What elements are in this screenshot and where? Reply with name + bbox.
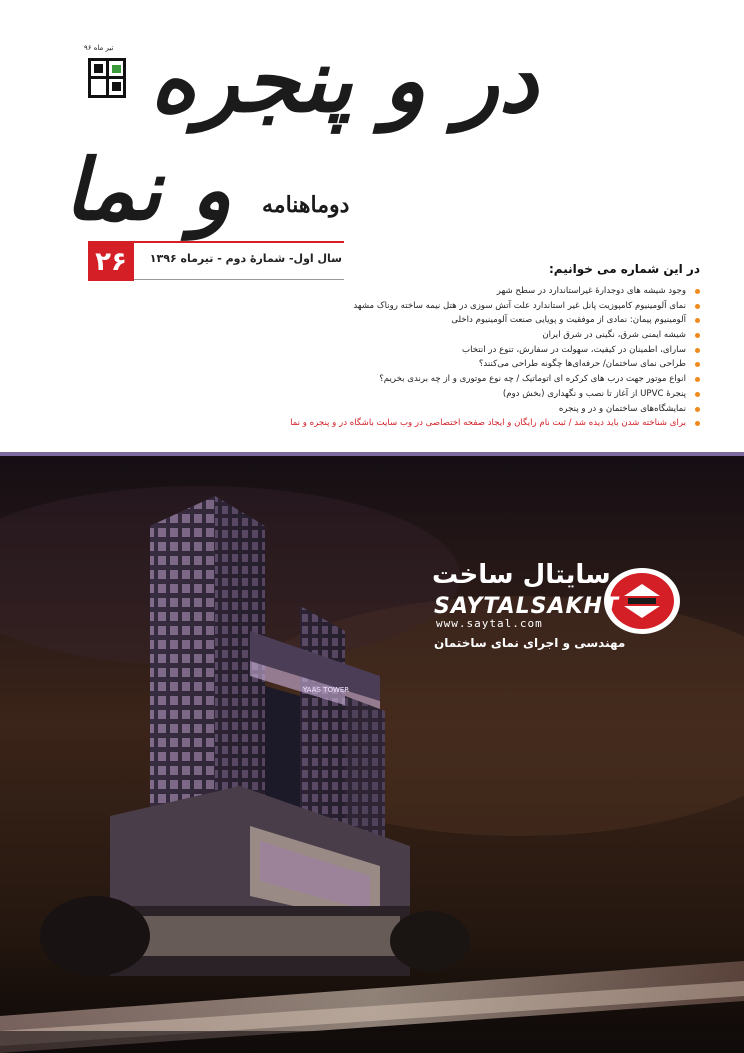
toc-item-highlight xyxy=(280,416,700,431)
toc-item-text: برای شناخته شدن باید دیده شد / ثبت نام رایگان و ایجاد صفحه اختصاصی در وب سایت باشگاه در و پنجره و نما xyxy=(290,418,686,429)
toc-item xyxy=(280,299,700,314)
window-logo-icon xyxy=(88,58,126,98)
toc-item xyxy=(280,372,700,387)
toc-item xyxy=(280,387,700,402)
issue-info: سال اول- شمارهٔ دوم - تیرماه ۱۳۹۶ xyxy=(149,252,342,265)
bullet-icon xyxy=(695,377,700,382)
brand-name-fa: سایتال ساخت xyxy=(432,560,611,590)
cover-photo xyxy=(0,456,744,1053)
magazine-title-line2: و نما xyxy=(64,140,232,239)
toc-item xyxy=(280,343,700,358)
toc-item-text: طراحی نمای ساختمان/ حرفه‌ای‌ها چگونه طراحی می‌کنند؟ xyxy=(478,359,686,370)
toc-item xyxy=(280,357,700,372)
bullet-icon xyxy=(695,362,700,367)
brand-tagline: مهندسی و اجرای نمای ساختمان xyxy=(434,636,626,650)
bullet-icon xyxy=(695,407,700,412)
toc-item-text: انواع موتور جهت درب های کرکره ای اتوماتیک / چه نوع موتوری و از چه برندی بخریم؟ xyxy=(379,374,686,385)
magazine-frequency: دوماهنامه xyxy=(262,192,350,218)
bullet-icon xyxy=(695,289,700,294)
bullet-icon xyxy=(695,304,700,309)
toc-item-text: شیشه ایمنی شرق، نگینی در شرق ایران xyxy=(542,330,686,341)
toc-item-text: پنجرهٔ UPVC از آغاز تا نصب و نگهداری (بخش دوم) xyxy=(502,388,686,399)
issue-underline xyxy=(134,279,344,280)
bullet-icon xyxy=(695,421,700,426)
toc-item xyxy=(280,284,700,299)
toc-item-text: آلومینیوم پیمان: نمادی از موفقیت و پویایی صنعت آلومینیوم داخلی xyxy=(451,315,686,326)
brand-url: www.saytal.com xyxy=(436,617,543,630)
brand-name-en: SAYTALSAKHT xyxy=(434,594,619,619)
tower-illustration xyxy=(0,456,744,1053)
toc-item-text: وجود شیشه های دوجدارهٔ غیراستاندارد در سطح شهر xyxy=(496,286,686,296)
bullet-icon xyxy=(695,392,700,397)
toc-item-text: سارای، اطمینان در کیفیت، سهولت در سفارش، تنوع در انتخاب xyxy=(462,344,686,355)
bullet-icon xyxy=(695,318,700,323)
bullet-icon xyxy=(695,348,700,353)
toc-item-text: نمای آلومینیوم کامپوزیت پانل غیر استاندارد علت آتش سوزی در هتل نیمه ساخته روناک مشهد xyxy=(353,300,686,311)
toc-item xyxy=(280,313,700,328)
magazine-title-line1: در و پنجره xyxy=(150,28,538,132)
bullet-icon xyxy=(695,333,700,338)
toc-heading: در این شماره می خوانیم: xyxy=(548,262,700,276)
toc-item xyxy=(280,328,700,343)
toc-list xyxy=(280,284,700,431)
issue-number-badge: ۲۶ xyxy=(88,243,134,281)
logo-date-text: تیر ماه ۹۶ xyxy=(84,44,114,52)
tower-sign: YAAS TOWER xyxy=(303,686,350,694)
toc-item-text: نمایشگاه‌های ساختمان و در و پنجره xyxy=(558,403,686,414)
toc-item xyxy=(280,402,700,417)
